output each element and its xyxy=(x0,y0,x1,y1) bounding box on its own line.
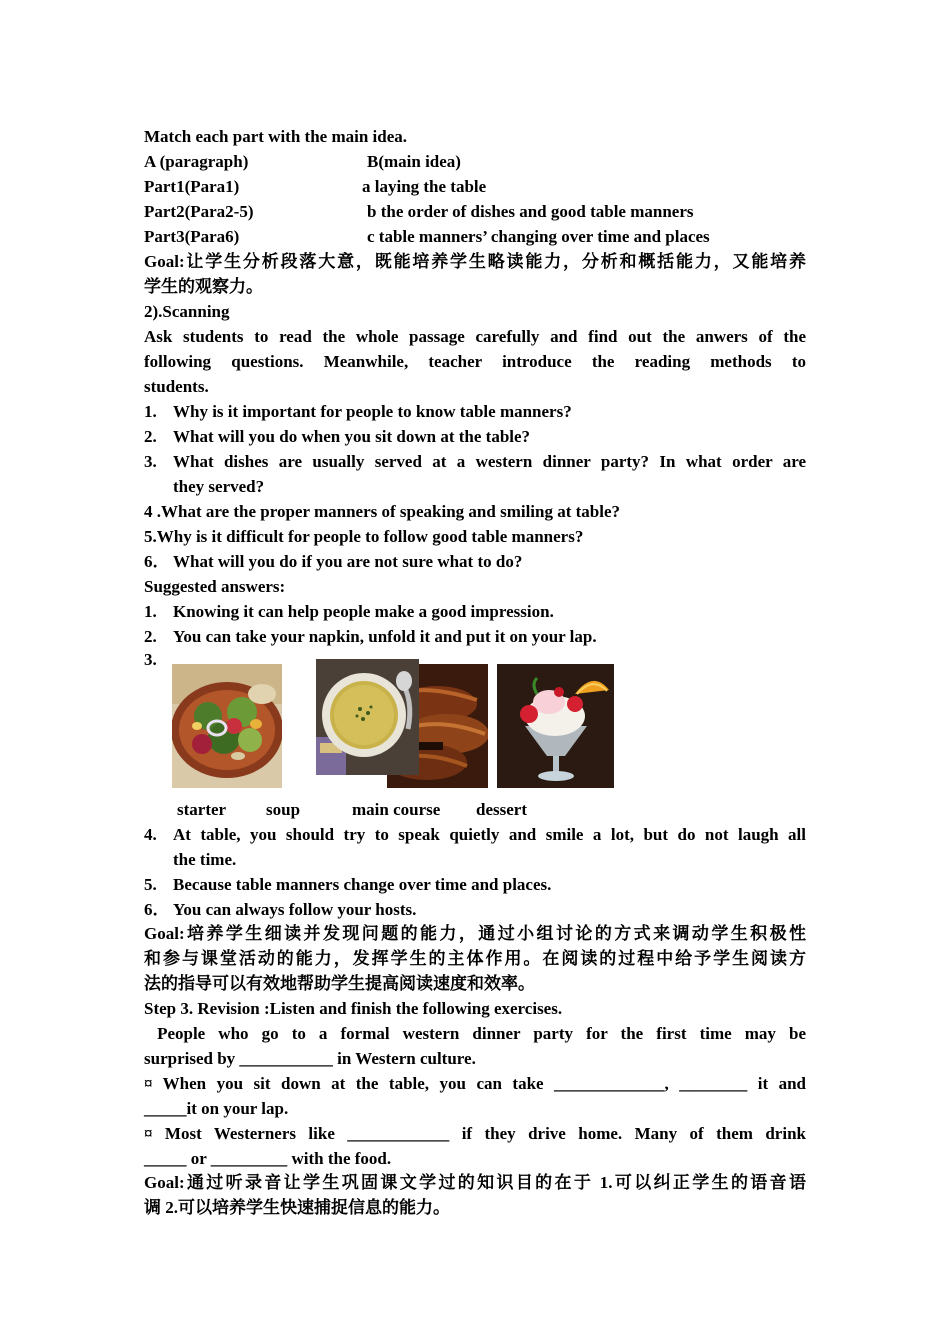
scanning-heading: 2).Scanning xyxy=(144,302,230,321)
answer-1: Knowing it can help people make a good impression. xyxy=(173,602,554,621)
question-2-number: 2. xyxy=(144,427,157,446)
question-1: Why is it important for people to know table manners? xyxy=(173,402,572,421)
question-5: 5.Why is it difficult for people to follow good table manners? xyxy=(144,527,584,546)
scanning-intro-2: following questions. Meanwhile, teacher introduce the reading methods to xyxy=(144,352,806,371)
step3-p1-line-2: surprised by ___________ in Western culture. xyxy=(144,1049,476,1068)
match-part-2: Part2(Para2-5) xyxy=(144,202,254,221)
match-idea-a: a laying the table xyxy=(362,177,487,196)
question-2: What will you do when you sit down at the table? xyxy=(173,427,531,446)
answers-heading: Suggested answers: xyxy=(144,577,286,596)
match-intro: Match each part with the main idea. xyxy=(144,127,408,146)
step3-heading: Step 3. Revision :Listen and finish the following exercises. xyxy=(144,999,563,1018)
soup-image xyxy=(316,659,419,775)
caption-main-course: main course xyxy=(352,800,441,819)
question-1-number: 1. xyxy=(144,402,157,421)
scanning-intro-1: Ask students to read the whole passage carefully and find out the anwers of the xyxy=(144,327,806,346)
answer-5-number: 5. xyxy=(144,875,157,894)
answer-4-line-2: the time. xyxy=(173,850,237,869)
answer-4-line-1: At table, you should try to speak quietly and smile a lot, but do not laugh all xyxy=(173,825,806,844)
step3-p3-line-1: ¤ Most Westerners like ____________ if they drive home. Many of them drink xyxy=(144,1124,806,1143)
question-3-line-1: What dishes are usually served at a western dinner party? In what order are xyxy=(173,452,806,471)
goal-2-line-3: 法的指导可以有效地帮助学生提高阅读速度和效率。 xyxy=(144,974,535,993)
goal-3-line-1: Goal:通过听录音让学生巩固课文学过的知识目的在于 1.可以纠正学生的语音语 xyxy=(144,1173,806,1192)
match-part-3: Part3(Para6) xyxy=(144,227,240,246)
answer-6-number: 6． xyxy=(144,900,170,919)
caption-dessert: dessert xyxy=(476,800,527,819)
caption-starter: starter xyxy=(177,800,227,819)
match-idea-c: c table manners’ changing over time and places xyxy=(367,227,710,246)
starter-salad-image xyxy=(172,664,282,788)
question-3-number: 3. xyxy=(144,452,157,471)
question-6-number: 6． xyxy=(144,552,170,571)
question-4: 4 .What are the proper manners of speaking and smiling at table? xyxy=(144,502,621,521)
goal-1-line-1: Goal:让学生分析段落大意，既能培养学生略读能力，分析和概括能力，又能培养 xyxy=(144,252,806,271)
answer-3-number: 3. xyxy=(144,650,157,669)
question-3-line-2: they served? xyxy=(173,477,265,496)
answer-2-number: 2. xyxy=(144,627,157,646)
goal-2-line-1: Goal:培养学生细读并发现问题的能力，通过小组讨论的方式来调动学生积极性 xyxy=(144,924,806,943)
step3-p1-line-1: People who go to a formal western dinner party for the first time may be xyxy=(144,1024,806,1043)
question-6: What will you do if you are not sure what to do? xyxy=(173,552,523,571)
scanning-intro-3: students. xyxy=(144,377,209,396)
header-a: A (paragraph) xyxy=(144,152,249,171)
answer-6: You can always follow your hosts. xyxy=(173,900,417,919)
header-b: B(main idea) xyxy=(367,152,461,171)
answer-2: You can take your napkin, unfold it and put it on your lap. xyxy=(173,627,597,646)
caption-soup: soup xyxy=(266,800,301,819)
answer-4-number: 4. xyxy=(144,825,157,844)
goal-2-line-2: 和参与课堂活动的能力，发挥学生的主体作用。在阅读的过程中给予学生阅读方 xyxy=(144,949,806,968)
goal-3-line-2: 调 2.可以培养学生快速捕捉信息的能力。 xyxy=(144,1198,450,1217)
step3-p2-line-2: _____it on your lap. xyxy=(144,1099,289,1118)
goal-1-line-2: 学生的观察力。 xyxy=(144,277,263,296)
answer-1-number: 1. xyxy=(144,602,157,621)
match-part-1: Part1(Para1) xyxy=(144,177,240,196)
match-idea-b: b the order of dishes and good table manners xyxy=(367,202,694,221)
step3-p3-line-2: _____ or _________ with the food. xyxy=(144,1149,392,1168)
dessert-image xyxy=(497,664,614,788)
step3-p2-line-1: ¤ When you sit down at the table, you can take _____________, ________ it and xyxy=(144,1074,806,1093)
answer-5: Because table manners change over time and places. xyxy=(173,875,552,894)
